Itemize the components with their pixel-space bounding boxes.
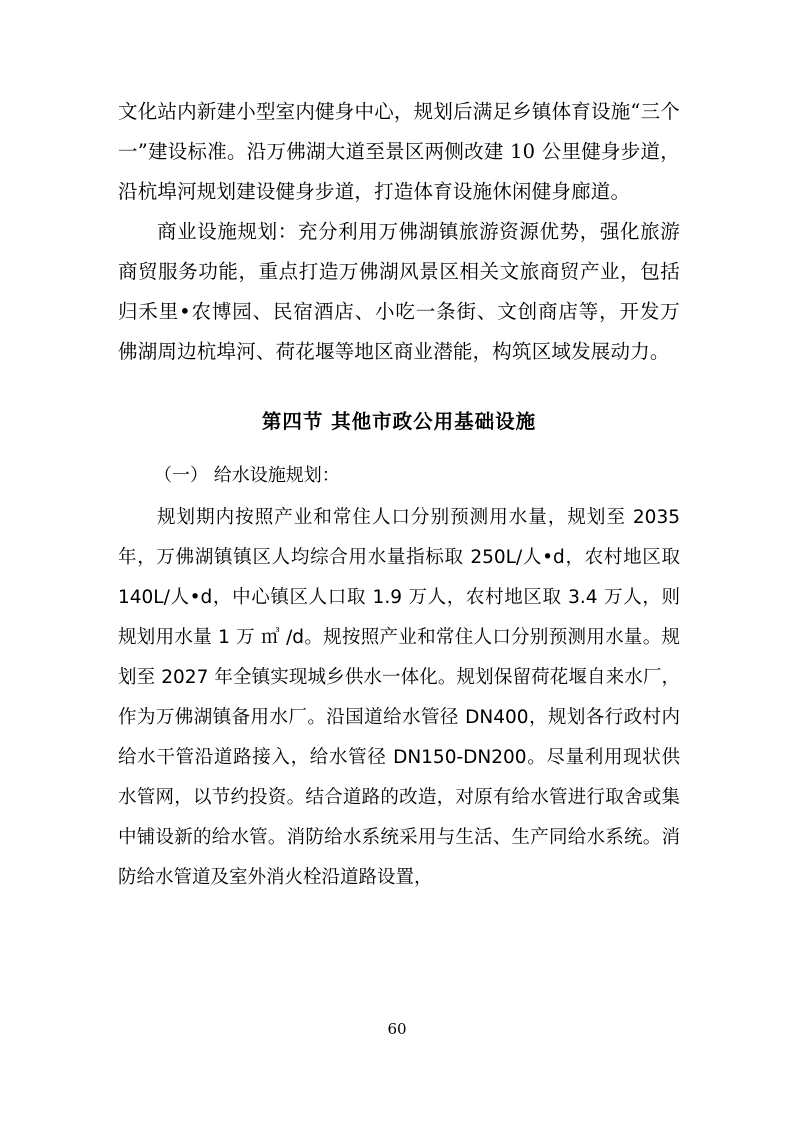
paragraph-water-supply: 规划期内按照产业和常住人口分别预测用水量，规划至 2035 年，万佛湖镇镇区人均综合用水量指标取 250L/人•d，农村地区取 140L/人•d，中心镇区人口取 1.9 万人，农村地区取 3.4 万人，则规划用水量 1 万 ㎥ /d。规按照产业和常住人口分别预测用水量。规划至 2027 年全镇实现城乡供水一体化。规划保留荷花堰自来水厂，作为万佛湖镇备用水厂。沿国道给水管径 DN400，规划各行政村内给水干管沿道路接入，给水管径 DN150-DN200。尽量利用现状供水管网，以节约投资。结合道路的改造，对原有给水管进行取舍或集中铺设新的给水管。消防给水系统采用与生活、生产同给水系统。消防给水管道及室外消火栓沿道路设置，: [118, 507, 680, 888]
subsection-heading: （一） 给水设施规划：: [154, 465, 340, 486]
section-heading: 第四节 其他市政公用基础设施: [261, 410, 537, 433]
page-content: [118, 92, 680, 898]
page-number: 60: [387, 1020, 407, 1038]
spacer: [118, 372, 680, 380]
paragraph-commercial-facilities: 商业设施规划：充分利用万佛湖镇旅游资源优势，强化旅游商贸服务功能，重点打造万佛湖风景区相关文旅商贸产业，包括归禾里•农博园、民宿酒店、小吃一条街、文创商店等，开发万佛湖周边杭埠河、荷花堰等地区商业潜能，构筑区域发展动力。: [118, 220, 680, 363]
paragraph-sports-facilities: 文化站内新建小型室内健身中心，规划后满足乡镇体育设施“三个一”建设标准。沿万佛湖大道至景区两侧改建 10 公里健身步道，沿杭埠河规划建设健身步道，打造体育设施休闲健身廊道。: [118, 100, 680, 203]
